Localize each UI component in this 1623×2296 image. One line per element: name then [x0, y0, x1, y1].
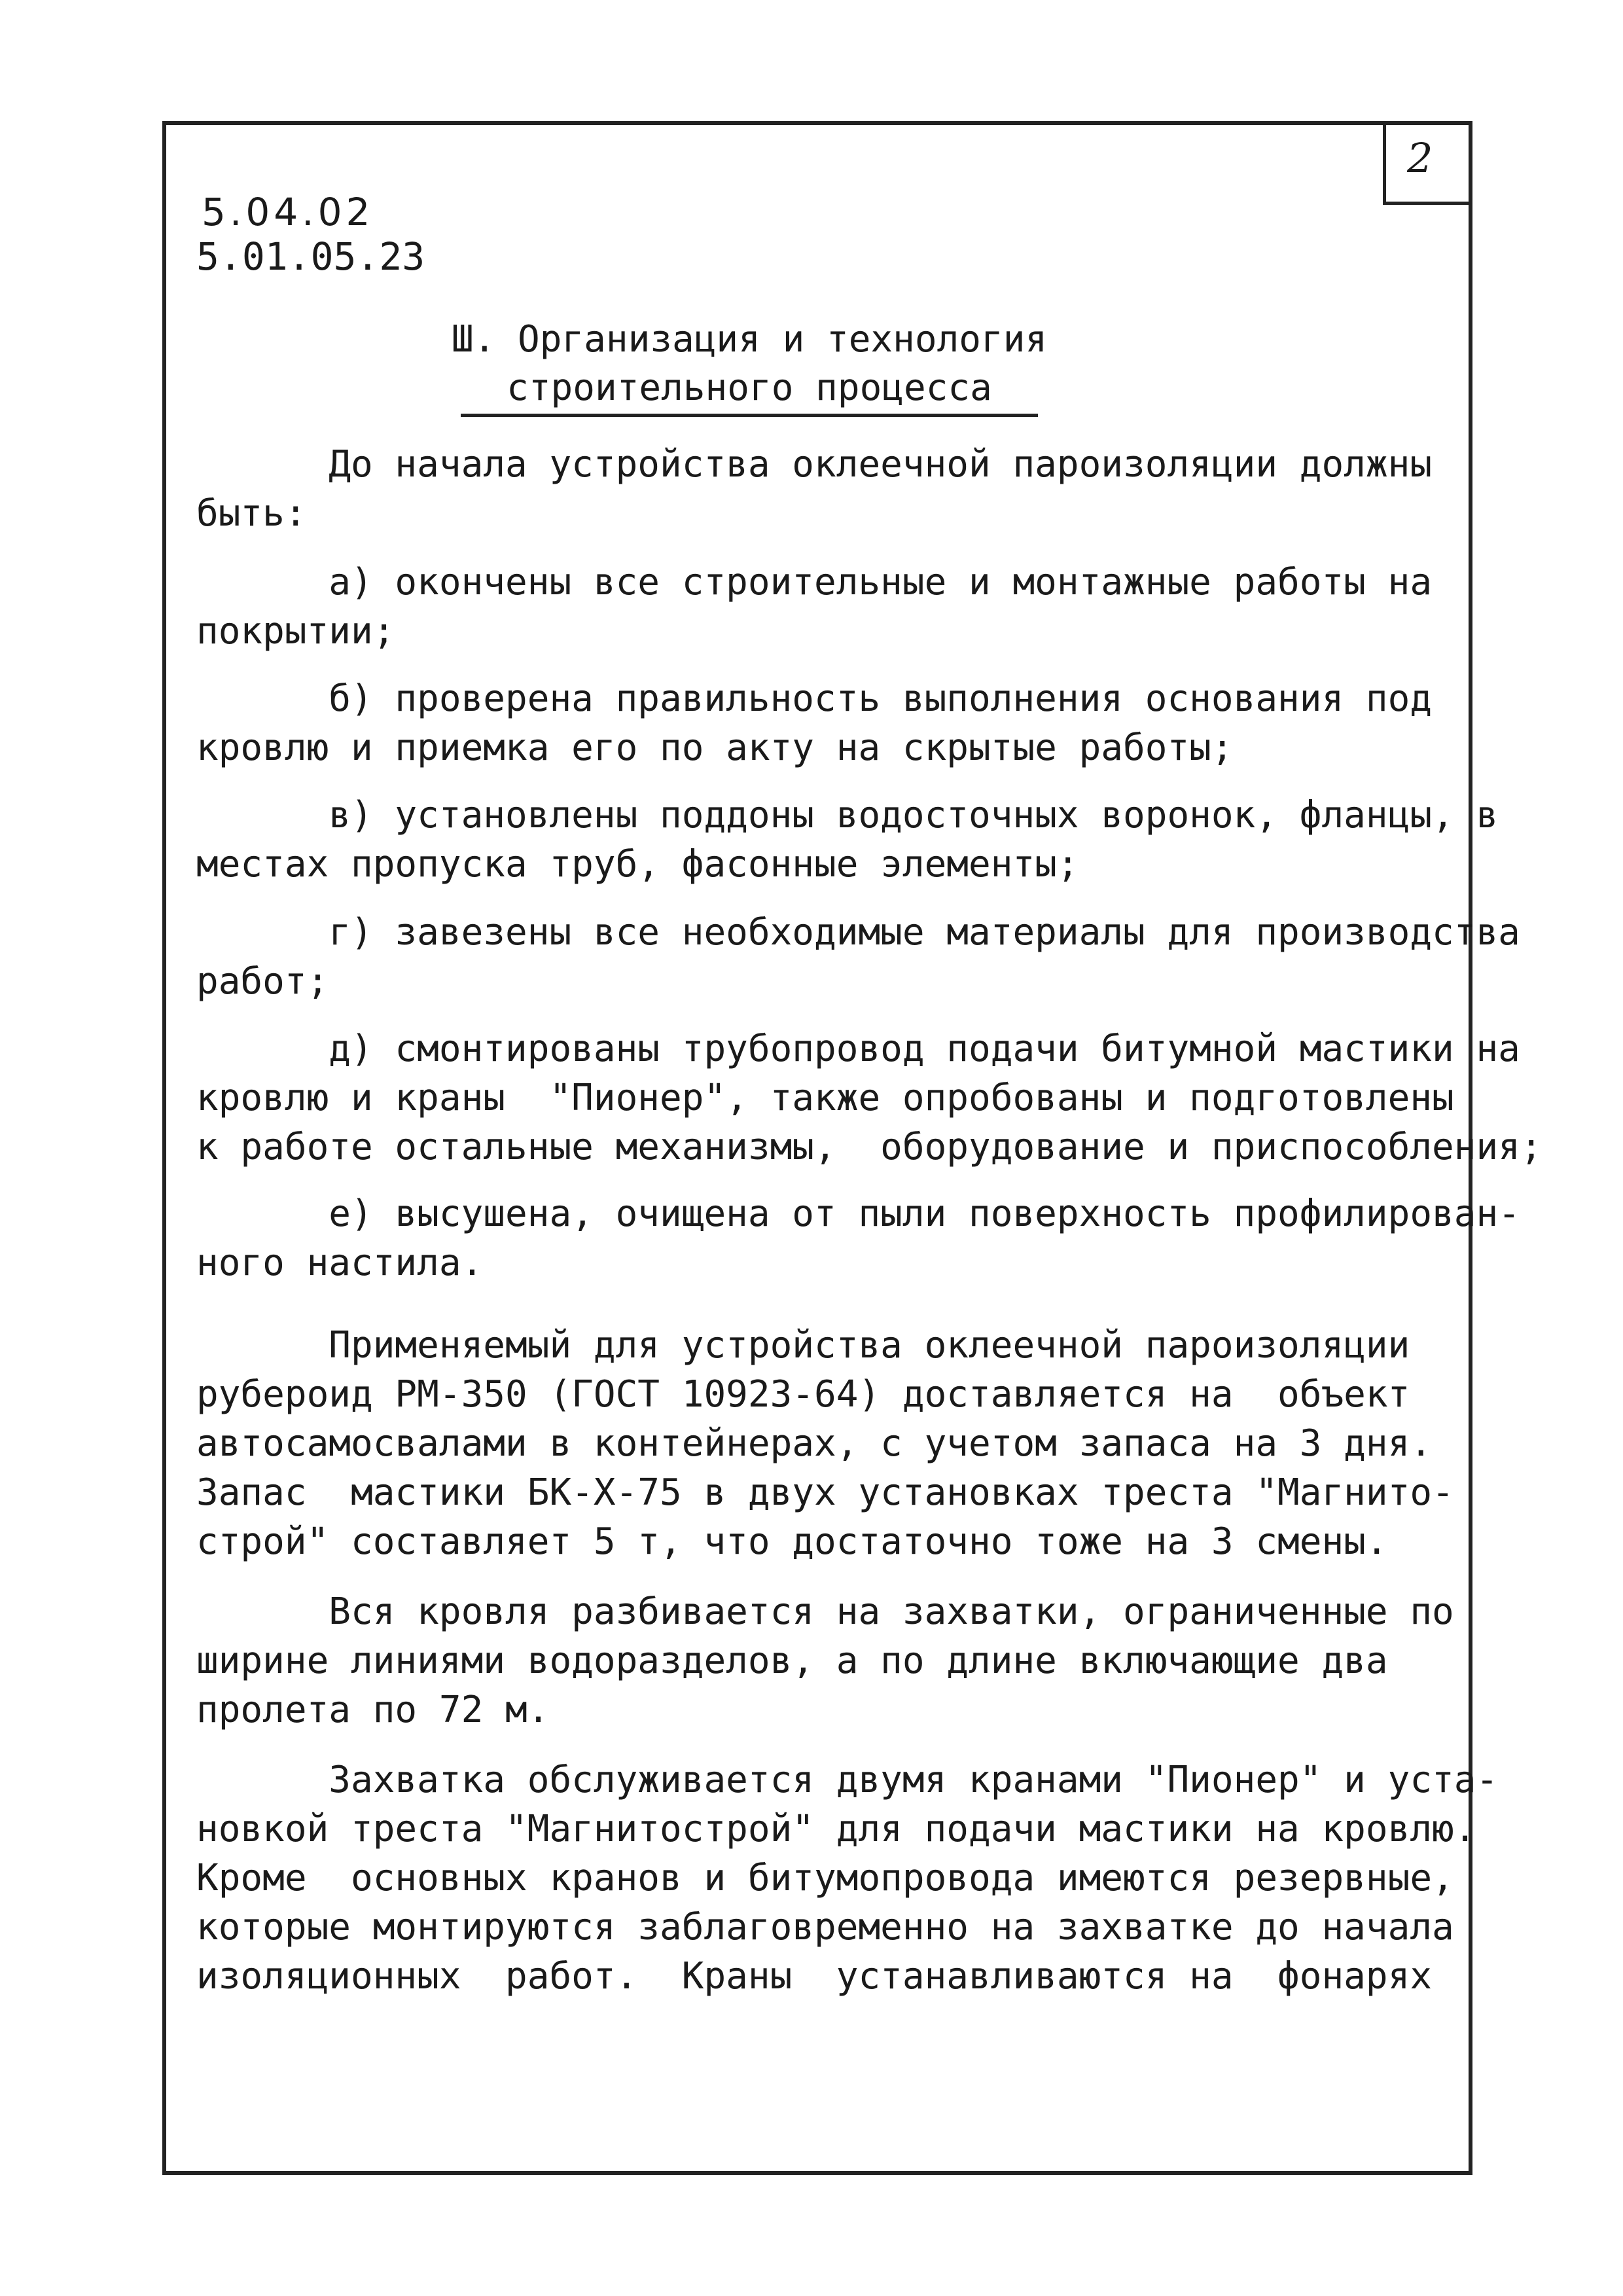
section-title: [406, 315, 1093, 417]
list-item-b: б) проверена правильность выполнения основания под кровлю и приемка его по акту на скрытые работы;: [196, 677, 1433, 769]
section-title-line-1: Ш. Организация и технология: [451, 318, 1048, 361]
list-item-v: в) установлены поддоны водосточных воронок, фланцы, в местах пропуска труб, фасонные элементы;: [196, 794, 1499, 886]
section-title-line-2: строительного процесса: [461, 364, 1038, 417]
page-number: 2: [1407, 134, 1433, 182]
list-item-d: д) смонтированы трубопровод подачи битумной мастики на кровлю и краны "Пионер", также опробованы и подготовлены к работе остальные механизмы, оборудование и приспособления;: [196, 1028, 1543, 1168]
paragraph-cranes: Захватка обслуживается двумя кранами "Пионер" и уста- новкой треста "Магнитострой" для подачи мастики на кровлю. Кроме основных кранов и битумопровода имеются резервные, которые монтируются заблаговременно на захватке до начала изоляционных работ. Краны устанавливаются на фонарях: [196, 1759, 1499, 1998]
list-item-g: г) завезены все необходимые материалы для производства работ;: [196, 911, 1520, 1003]
document-code-1: 5.04.02: [202, 190, 374, 234]
document-code-2: 5.01.05.23: [196, 234, 425, 279]
paragraph-materials: Применяемый для устройства оклеечной пароизоляции рубероид РМ-350 (ГОСТ 10923-64) доставляется на объект автосамосвалами в контейнерах, с учетом запаса на 3 дня. Запас мастики БК-Х-75 в двух установках треста "Магнито- строй" составляет 5 т, что достаточно тоже на 3 смены.: [196, 1324, 1454, 1563]
paragraph-roof-zones: Вся кровля разбивается на захватки, ограниченные по ширине линиями водоразделов, а по длине включающие два пролета по 72 м.: [196, 1590, 1454, 1731]
list-item-a: а) окончены все строительные и монтажные работы на покрытии;: [196, 561, 1433, 653]
paragraph-intro: До начала устройства оклеечной пароизоляции должны быть:: [196, 443, 1433, 535]
list-item-e: е) высушена, очищена от пыли поверхность профилирован- ного настила.: [196, 1193, 1520, 1284]
